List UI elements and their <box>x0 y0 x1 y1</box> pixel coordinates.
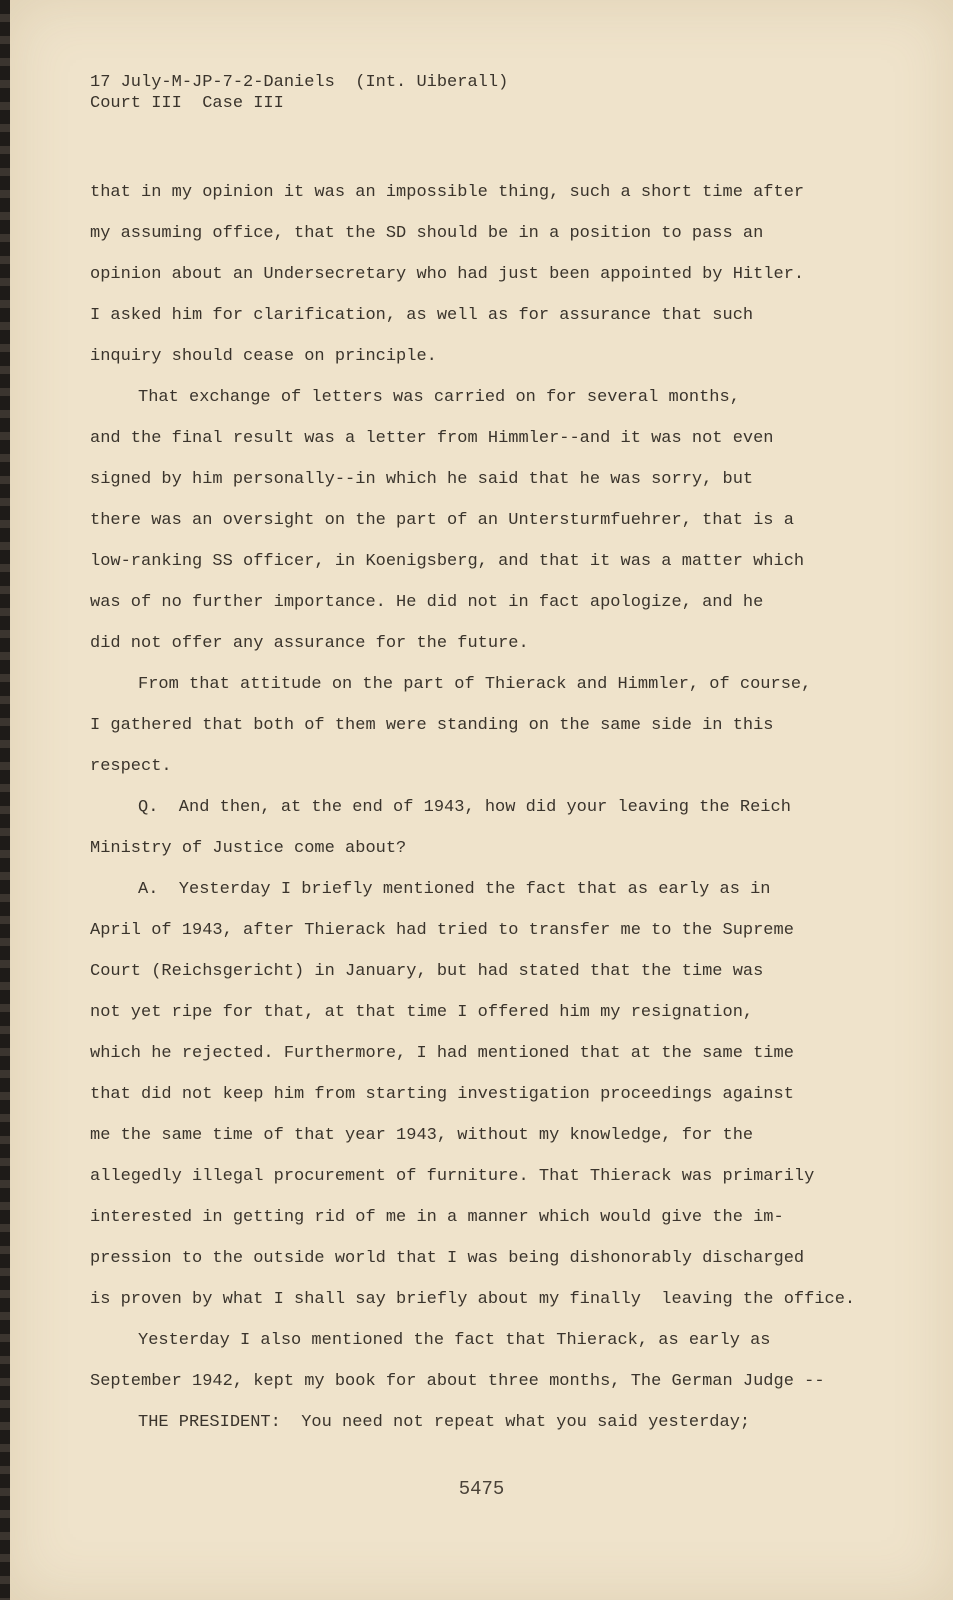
body-line: that did not keep him from starting investigation proceedings against <box>90 1085 794 1104</box>
body-line: respect. <box>90 757 172 776</box>
body-line: and the final result was a letter from Himmler--and it was not even <box>90 429 774 448</box>
body-line: From that attitude on the part of Thierack and Himmler, of course, <box>138 675 812 694</box>
body-line: Ministry of Justice come about? <box>90 839 407 858</box>
body-line: did not offer any assurance for the future. <box>90 634 529 653</box>
body-line: opinion about an Undersecretary who had just been appointed by Hitler. <box>90 265 805 284</box>
answer-line: A. Yesterday I briefly mentioned the fact that as early as in <box>138 880 771 899</box>
body-line: me the same time of that year 1943, without my knowledge, for the <box>90 1126 754 1145</box>
speaker-line: THE PRESIDENT: You need not repeat what you said yesterday; <box>138 1413 751 1432</box>
body-line: pression to the outside world that I was being dishonorably discharged <box>90 1249 805 1268</box>
body-line: that in my opinion it was an impossible thing, such a short time after <box>90 183 805 202</box>
document-page <box>10 0 953 1600</box>
header-line-2: Court III Case III <box>90 94 284 113</box>
body-line: I gathered that both of them were standing on the same side in this <box>90 716 774 735</box>
body-line: signed by him personally--in which he said that he was sorry, but <box>90 470 754 489</box>
page-number: 5475 <box>458 1478 505 1500</box>
header-line-1: 17 July-M-JP-7-2-Daniels (Int. Uiberall) <box>90 73 509 92</box>
body-line: my assuming office, that the SD should be in a position to pass an <box>90 224 764 243</box>
document-header <box>90 72 508 114</box>
body-line: is proven by what I shall say briefly about my finally leaving the office. <box>90 1290 856 1309</box>
question-line: Q. And then, at the end of 1943, how did your leaving the Reich <box>138 798 791 817</box>
body-line: low-ranking SS officer, in Koenigsberg, and that it was a matter which <box>90 552 805 571</box>
body-line: interested in getting rid of me in a manner which would give the im- <box>90 1208 784 1227</box>
body-line: April of 1943, after Thierack had tried to transfer me to the Supreme <box>90 921 794 940</box>
body-line: not yet ripe for that, at that time I offered him my resignation, <box>90 1003 754 1022</box>
body-line: September 1942, kept my book for about three months, The German Judge -- <box>90 1372 825 1391</box>
body-line: I asked him for clarification, as well as for assurance that such <box>90 306 754 325</box>
body-line: which he rejected. Furthermore, I had mentioned that at the same time <box>90 1044 794 1063</box>
body-line: Court (Reichsgericht) in January, but had stated that the time was <box>90 962 764 981</box>
body-line: allegedly illegal procurement of furniture. That Thierack was primarily <box>90 1167 815 1186</box>
document-body <box>90 172 860 1443</box>
body-line: That exchange of letters was carried on for several months, <box>138 388 740 407</box>
body-line: inquiry should cease on principle. <box>90 347 437 366</box>
scan-edge <box>0 0 10 1600</box>
body-line: there was an oversight on the part of an Untersturmfuehrer, that is a <box>90 511 794 530</box>
body-line: was of no further importance. He did not in fact apologize, and he <box>90 593 764 612</box>
body-line: Yesterday I also mentioned the fact that Thierack, as early as <box>138 1331 771 1350</box>
